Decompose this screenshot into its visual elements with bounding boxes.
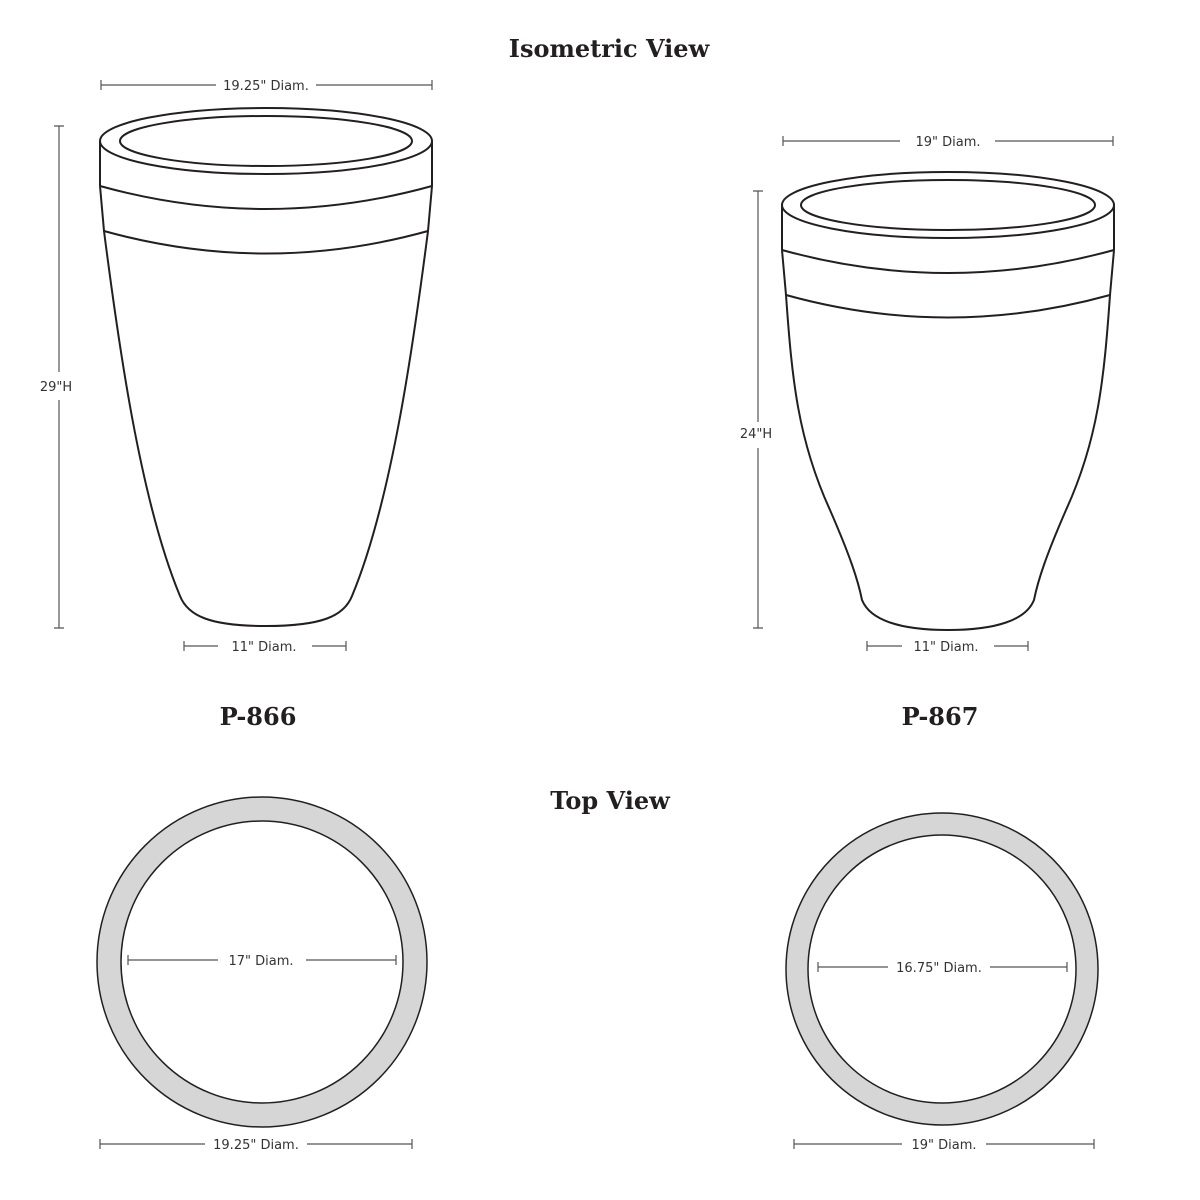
- p866-body-outline: [100, 186, 432, 626]
- p866-isometric-drawing: [100, 108, 432, 626]
- p866-model-label: P-866: [219, 702, 297, 731]
- p867-rim-inner: [801, 180, 1095, 230]
- p867-outer-diameter-label: 19" Diam.: [911, 1138, 977, 1153]
- p867-inner-diameter-label: 16.75" Diam.: [896, 961, 982, 976]
- p866-top-diameter-label: 19.25" Diam.: [223, 79, 309, 94]
- p866-rim-band-2: [104, 231, 428, 254]
- p867-isometric-drawing: [782, 172, 1114, 630]
- p867-top-diameter-label: 19" Diam.: [915, 135, 981, 150]
- p866-rim-sides: [100, 141, 432, 186]
- p866-outer-diameter-label: 19.25" Diam.: [213, 1138, 299, 1153]
- p866-rim-outer: [100, 108, 432, 174]
- p867-model-label: P-867: [901, 702, 979, 731]
- p867-base-diameter-label: 11" Diam.: [913, 640, 979, 655]
- p867-height-label: 24"H: [739, 427, 773, 442]
- p866-height-label: 29"H: [39, 380, 73, 395]
- p867-rim-outer: [782, 172, 1114, 238]
- p867-body-outline: [782, 250, 1114, 630]
- p866-height-dimension: [54, 126, 64, 628]
- p867-rim-band-1: [782, 250, 1114, 273]
- p866-inner-diameter-label: 17" Diam.: [228, 954, 294, 969]
- isometric-view-title: Isometric View: [508, 34, 710, 63]
- p867-height-dimension: [753, 191, 763, 628]
- p866-rim-inner: [120, 116, 412, 166]
- top-view-title: Top View: [550, 786, 670, 815]
- p867-rim-sides: [782, 205, 1114, 250]
- p866-base-diameter-label: 11" Diam.: [231, 640, 297, 655]
- p867-rim-band-2: [786, 295, 1110, 318]
- p866-rim-band-1: [100, 186, 432, 209]
